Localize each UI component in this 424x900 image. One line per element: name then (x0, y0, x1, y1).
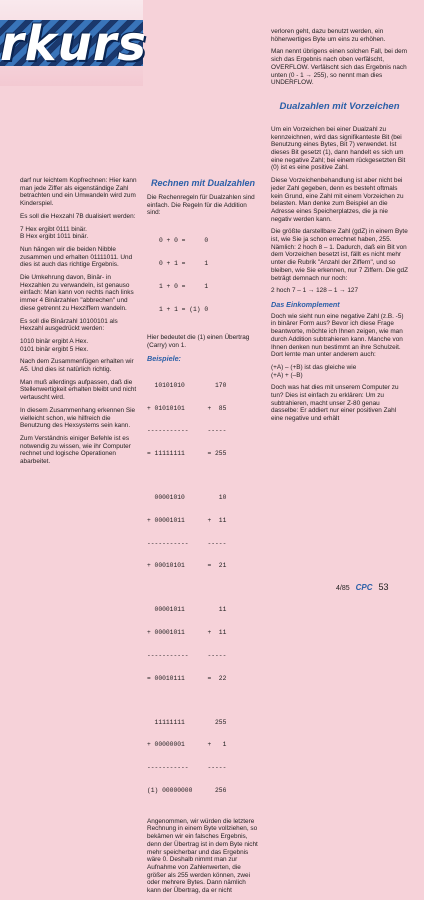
example-calculation (147, 703, 259, 809)
calc-line: + 00010101 = 21 (147, 562, 227, 570)
middle-column (147, 178, 259, 900)
calc-line: ----------- ----- (147, 651, 227, 659)
issue-number: 4/85 (336, 585, 350, 592)
paragraph: Doch was hat dies mit unserem Computer zu tun? Dies ist einfach zu erklären: Um zu subtrahieren, macht unser Z-80 genau dasselbe: Er addiert nur einer positiven Zahl eine negative und erhält (271, 384, 399, 423)
calc-line: ----------- ----- (147, 427, 227, 435)
page-title: rkurs (0, 16, 148, 72)
left-column (20, 177, 141, 471)
calc-line: ----------- ----- (147, 764, 227, 772)
rule-line: 0 + 1 = 1 (159, 260, 209, 268)
text-line: 7 Hex ergibt 0111 binär. (20, 225, 87, 233)
right-column (271, 28, 408, 428)
page-footer (336, 582, 389, 592)
paragraph: Es soll die Hexzahl 7B dualisiert werden: (20, 212, 136, 220)
calc-line: + 01010101 + 85 (147, 404, 227, 412)
paragraph: Die größte darstellbare Zahl (gdZ) in einem Byte ist, wie Sie ja schon errechnet haben, 255. Nämlich: 2 hoch 8 – 1. Dadurch, daß ein Bit von dem Vorzeichen besetzt ist, fällt es nicht mehr unter die Rubrik "Anzahl der Ziffern", und so bleiben, wie Sie erkennen, nur 7 Ziffern. Die gdZ beträgt demnach nur noch: (271, 228, 409, 282)
paragraph: Hier bedeutet die (1) einen Übertrag (Carry) von 1. (147, 334, 250, 350)
section-heading: Dualzahlen mit Vorzeichen (279, 100, 400, 112)
text-line: 1010 binär ergibt A Hex. (20, 337, 89, 345)
calc-line: 11111111 255 (147, 718, 227, 726)
magazine-logo: CPC (355, 583, 373, 592)
rule-line: 0 + 0 = 0 (159, 237, 209, 245)
example-calculation (147, 591, 259, 697)
addition-rules (159, 222, 259, 328)
subheading: Beispiele: (147, 353, 181, 363)
paragraph: Man muß allerdings aufpassen, daß die Stellenwertigkeit erhalten bleibt und nicht vertauscht wird. (20, 378, 137, 402)
paragraph: Doch wie sieht nun eine negative Zahl (z.B. -5) in binärer Form aus? Bevor ich diese Frage beantworte, möchte ich Ihnen zeigen, wie man durch Addition subtrahieren kann. Manche von Ihnen denken nun bestimmt an ihre Schulzeit. Dort lernte man unter anderem auch: (271, 312, 404, 359)
formula: (+A) + (–B) (271, 371, 303, 379)
calc-line: (1) 00000000 256 (147, 787, 227, 794)
rule-line: 1 + 1 = (1) 0 (159, 305, 209, 313)
calc-line: 10101010 170 (147, 381, 227, 389)
page-number: 53 (378, 582, 389, 592)
calc-line: 00001011 11 (147, 606, 227, 614)
text-line: 0101 binär ergibt 5 Hex. (20, 345, 89, 353)
example-calculation (147, 367, 259, 473)
formula: 2 hoch 7 – 1 → 128 – 1 → 127 (271, 287, 359, 295)
paragraph: Diese Vorzeichenbehandlung ist aber nicht bei jeder Zahl gegeben, denn es besteht oftmals kein Grund, eine Zahl mit einem Vorzeichen zu belasten. Man denke zum Beispiel an die Adresse eines Speicherplatzes, die ja nie negativ werden kann. (271, 177, 404, 223)
calc-line: = 11111111 = 255 (147, 450, 227, 458)
paragraph: Um ein Vorzeichen bei einer Dualzahl zu kennzeichnen, wird das signifikanteste Bit (bei Benutzung eines Bytes, Bit 7) verwendet. Ist dieses Bit gesetzt (1), dann handelt es sich um eine negative Zahl; bei einem rückgesetzten Bit (0) ist es eine positive Zahl. (271, 125, 406, 172)
paragraph: In diesem Zusammenhang erkennen Sie vielleicht schon, wie hilfreich die Benutzung des Hexsystems sein kann. (20, 406, 136, 430)
formula: (+A) – (+B) ist das gleiche wie (271, 363, 357, 371)
section-heading: Rechnen mit Dualzahlen (150, 178, 256, 188)
rule-line: 1 + 0 = 1 (159, 282, 209, 290)
paragraph: Die Umkehrung davon, Binär- in Hexzahlen zu verwandeln, ist genauso einfach: Man kann von rechts nach links immer 4 Binärzahlen "abbrechen" und diese getrennt zu Hexziffern wandeln. (20, 274, 134, 312)
calc-line: + 00001011 + 11 (147, 629, 227, 637)
calc-line: + 00001011 + 11 (147, 516, 227, 524)
example-calculation (147, 479, 259, 585)
calc-line: = 00010111 = 22 (147, 674, 227, 682)
paragraph: verloren geht, dazu benutzt werden, ein höherwertiges Byte um eins zu erhöhen. (271, 28, 386, 43)
paragraph: Nach dem Zusammenfügen erhalten wir A5. Und dies ist natürlich richtig. (20, 358, 134, 374)
paragraph: Es soll die Binärzahl 10100101 als Hexzahl ausgedrückt werden: (20, 317, 118, 333)
text-line: B Hex ergibt 1011 binär. (20, 233, 89, 241)
calc-line: ----------- ----- (147, 539, 227, 547)
calc-line: 00001010 10 (147, 494, 227, 502)
paragraph: Die Rechenregeln für Dualzahlen sind einfach. Die Regeln für die Addition sind: (147, 194, 255, 217)
paragraph: Angenommen, wir würden die letztere Rechnung in einem Byte vollziehen, so bekämen wir ein falsches Ergebnis, denn der Übertrag ist in dem Byte nicht mehr speicherbar und das Ergebnis wäre 0. Deshalb nimmt man zur Aufnahme von Zahlenwerten, die größer als 255 werden können, zwei oder mehrere Bytes. Dann nämlich kann der Übertrag, da er nicht (147, 817, 258, 895)
paragraph: Zum Verständnis einiger Befehle ist es notwendig zu wissen, wie ihr Computer rechnet und logische Operationen abarbeitet. (20, 434, 131, 466)
paragraph: Nun hängen wir die beiden Nibble zusammen und erhalten 01111011. Und dies ist auch das richtige Ergebnis. (20, 245, 133, 269)
calc-line: + 00000001 + 1 (147, 741, 227, 749)
paragraph: Man nennt übrigens einen solchen Fall, bei dem sich das Ergebnis nach oben verfälscht, OVERFLOW. Verfälscht sich das Ergebnis nach unten (0 - 1 → 255), so nennt man dies UNDERFLOW. (271, 48, 408, 87)
paragraph: darf nur leichtem Kopfrechnen: Hier kann man jede Ziffer als eigenständige Zahl betrachten und ein Umwandeln wird zum Kinderspiel. (20, 177, 137, 208)
subheading: Das Einkomplement (271, 299, 340, 309)
heading-banner (0, 0, 148, 86)
